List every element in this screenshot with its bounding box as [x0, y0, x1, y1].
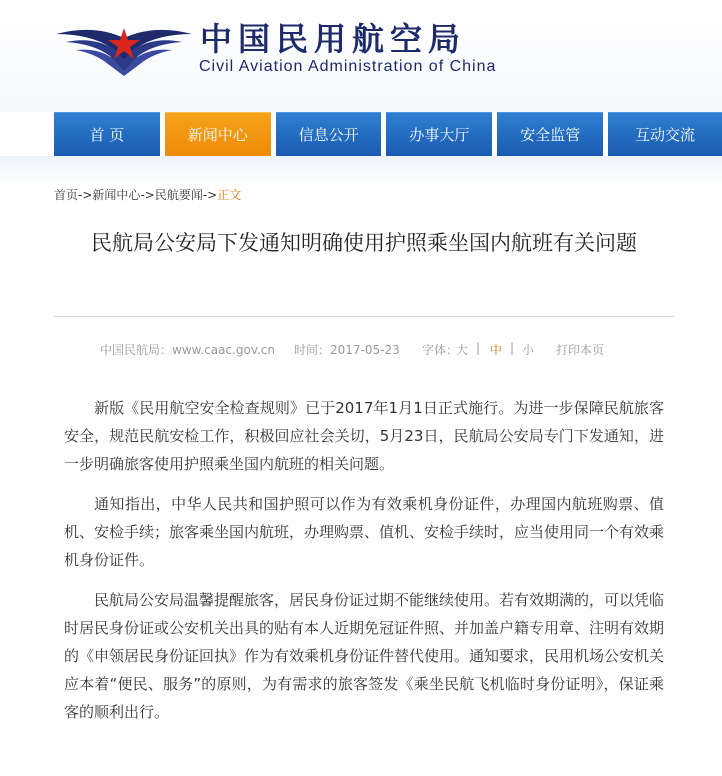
caac-emblem-icon[interactable]: [54, 20, 194, 76]
breadcrumb-aviation-news[interactable]: 民航要闻: [154, 188, 203, 202]
article-paragraph: 新版《民用航空安全检查规则》已于2017年1月1日正式施行。为进一步保障民航旅客安全，规范民航安检工作，积极回应社会关切，5月23日，民航局公安局专门下发通知，进一步明确旅客使用护照乘坐国内航班的相关问题。: [64, 399, 664, 473]
nav-item-interaction[interactable]: 互动交流: [608, 112, 722, 156]
breadcrumb-news-center[interactable]: 新闻中心: [92, 188, 141, 202]
nav-item-info-disclosure[interactable]: 信息公开: [276, 112, 382, 156]
article-paragraph: 通知指出，中华人民共和国护照可以作为有效乘机身份证件，办理国内航班购票、值机、安检手续；旅客乘坐国内航班，办理购票、值机、安检手续时，应当使用同一个有效乘机身份证件。: [64, 495, 665, 569]
breadcrumb: [54, 186, 241, 203]
breadcrumb-home[interactable]: 首页: [54, 188, 79, 202]
article-source: 中国民航局：www.caac.gov.cn: [100, 343, 276, 357]
main-nav: [54, 112, 722, 156]
nav-shadow: [0, 156, 722, 186]
article-date: 时间：2017-05-23: [294, 343, 400, 357]
article-title: 民航局公安局下发通知明确使用护照乘坐国内航班有关问题: [91, 231, 637, 255]
print-page-button[interactable]: 打印本页: [556, 343, 605, 357]
breadcrumb-separator: ->: [140, 188, 155, 202]
site-name-en: Civil Aviation Administration of China: [199, 58, 497, 75]
breadcrumb-current: 正文: [217, 188, 242, 202]
nav-item-service-hall[interactable]: 办事大厅: [386, 112, 492, 156]
nav-item-home[interactable]: 首 页: [54, 112, 160, 156]
breadcrumb-separator: ->: [78, 188, 93, 202]
meta-separator: |: [476, 341, 481, 355]
site-header: [0, 0, 722, 112]
site-name-cn: 中国民用航空局: [200, 20, 467, 58]
breadcrumb-separator: ->: [202, 188, 218, 202]
font-small-button[interactable]: 小: [522, 343, 535, 357]
nav-item-safety-supervision[interactable]: 安全监管: [497, 112, 603, 156]
nav-item-news-center[interactable]: 新闻中心: [165, 112, 271, 156]
article-paragraph: 民航局公安局温馨提醒旅客，居民身份证过期不能继续使用。若有效期满的，可以凭临时居民身份证或公安机关出具的贴有本人近期免冠证件照、并加盖户籍专用章、注明有效期的《申领居民身份证回执》作为有效乘机身份证件替代使用。通知要求，民用机场公安机关应本着“便民、服务”的原则，为有需求的旅客签发《乘坐民航飞机临时身份证明》，保证乘客的顺利出行。: [64, 591, 665, 721]
title-divider: [54, 316, 674, 317]
article-body: [64, 394, 664, 738]
meta-separator: |: [510, 341, 515, 355]
font-medium-button[interactable]: 中: [490, 343, 503, 357]
font-large-button[interactable]: 大: [456, 343, 469, 357]
font-size-label: 字体：: [422, 343, 459, 357]
